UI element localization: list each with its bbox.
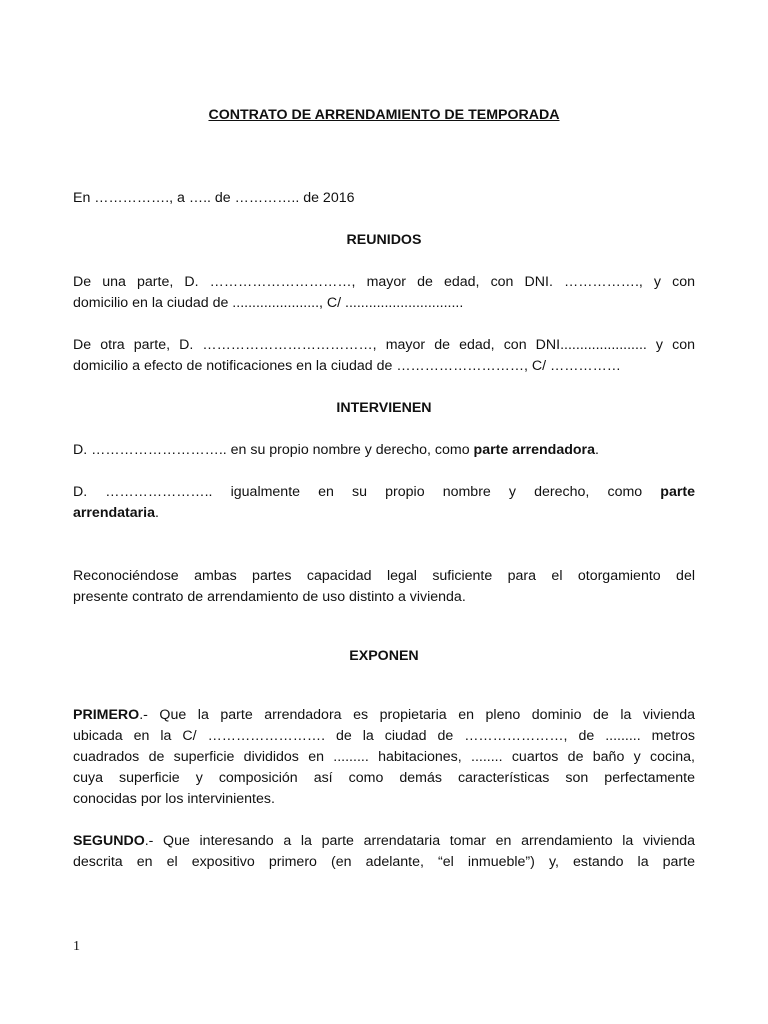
- paragraph-line: conocidas por los intervinientes.: [73, 791, 275, 807]
- arrendadora-punct: .: [594, 442, 599, 458]
- paragraph-segundo: [73, 831, 695, 873]
- paragraph-parte-1: [73, 272, 695, 314]
- paragraph-line: [73, 440, 695, 461]
- paragraph-line: ubicada en la C/ ……………………. de la ciudad de …………………, de ......... metros: [73, 728, 695, 744]
- arrendadora-role: parte arrendadora: [473, 442, 595, 458]
- paragraph-line: descrita en el expositivo primero (en adelante, “el inmueble”) y, estando la parte: [73, 854, 695, 870]
- paragraph-line: cuadrados de superficie divididos en ......... habitaciones, ........ cuartos de baño y cocina,: [73, 749, 695, 765]
- primero-label: PRIMERO: [73, 707, 140, 723]
- segundo-label: SEGUNDO: [73, 833, 145, 849]
- heading-intervienen: INTERVIENEN: [336, 400, 432, 416]
- paragraph-line: [73, 705, 695, 726]
- paragraph-line: cuya superficie y composición así como demás características son perfectamente: [73, 770, 695, 786]
- paragraph-line: domicilio a efecto de notificaciones en la ciudad de ………………………, C/ ……………: [73, 358, 621, 374]
- paragraph-line: [73, 831, 695, 852]
- paragraph-line: Reconociéndose ambas partes capacidad legal suficiente para el otorgamiento del: [73, 568, 695, 584]
- paragraph-line: [73, 482, 695, 503]
- heading-reunidos: REUNIDOS: [346, 232, 422, 248]
- paragraph-line: presente contrato de arrendamiento de uso distinto a vivienda.: [73, 589, 466, 605]
- paragraph-primero: [73, 705, 695, 810]
- page-number: 1: [73, 939, 80, 954]
- paragraph-line: domicilio en la ciudad de ......................, C/ ..............................: [73, 295, 464, 311]
- paragraph-parte-2: [73, 335, 695, 377]
- segundo-text: .- Que interesando a la parte arrendataria tomar en arrendamiento la vivienda: [144, 833, 695, 849]
- arrendadora-text: D. ……………………….. en su propio nombre y derecho, como: [73, 442, 474, 458]
- document-body: [73, 105, 695, 894]
- arrendataria-punct: .: [155, 505, 159, 521]
- paragraph-line: [73, 503, 695, 524]
- primero-text: .- Que la parte arrendadora es propietaria en pleno dominio de la vivienda: [139, 707, 695, 723]
- paragraph-line: De una parte, D. …………………………, mayor de edad, con DNI. ……………., y con: [73, 274, 695, 290]
- heading-exponen: EXPONEN: [349, 648, 419, 664]
- date-line: [73, 188, 695, 209]
- paragraph-reconociendose: [73, 566, 695, 608]
- arrendataria-text: D. ………………….. igualmente en su propio nombre y derecho, como: [73, 484, 661, 500]
- arrendataria-role-part2: arrendataria: [73, 505, 156, 521]
- paragraph-line: De otra parte, D. ………………………………, mayor de edad, con DNI...................... y con: [73, 337, 695, 353]
- paragraph-arrendadora: [73, 440, 695, 461]
- arrendataria-role-part1: parte: [660, 484, 695, 500]
- date-line-text: En ……………., a ….. de ………….. de 2016: [73, 190, 355, 206]
- paragraph-arrendataria: [73, 482, 695, 524]
- document-title: CONTRATO DE ARRENDAMIENTO DE TEMPORADA: [208, 107, 560, 123]
